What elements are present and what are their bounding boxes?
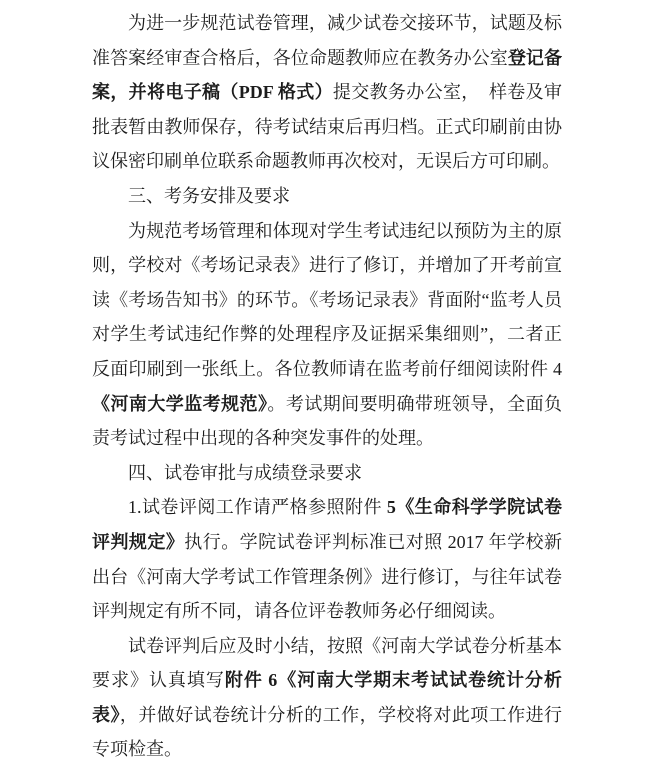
bold-text-run: 附件 6《河南大学期末考试试卷统计分析表》 <box>92 670 562 725</box>
paragraph-paper-analysis <box>92 629 562 767</box>
text-run: 提交教务办公室， 样卷及审批表暂由教师保存，待考试结束后再归档。正式印刷前由协议保密印刷单位联系命题教师再次校对，无误后方可印刷。 <box>92 82 562 172</box>
bold-text-run: 《河南大学监考规范》 <box>92 393 268 414</box>
text-run: ，并做好试卷统计分析的工作，学校将对此项工作进行专项检查。 <box>92 704 563 760</box>
heading-section-four <box>92 456 562 491</box>
paragraph-grading-standard <box>92 490 562 628</box>
text-run: 为进一步规范试卷管理，减少试卷交接环节，试题及标准答案经审查合格后，各位命题教师应在教务办公室 <box>92 13 562 68</box>
text-run: 为规范考场管理和体现对学生考试违纪以预防为主的原则，学校对《考场记录表》进行了修订，并增加了开考前宣读《考场告知书》的环节。《考场记录表》背面附“监考人员对学生考试违纪作弊的处理程序及证据采集细则”，二者正反面印刷到一张纸上。各位教师请在监考前仔细阅读附件 4 <box>92 220 562 379</box>
text-run: 1.试卷评阅工作请严格参照附件 <box>128 497 387 518</box>
document-body <box>92 6 562 767</box>
paragraph-exam-paper-registration <box>92 6 562 179</box>
text-run: 三、考务安排及要求 <box>128 185 290 206</box>
text-run: 。考试期间要明确带班领导，全面负责考试过程中出现的各种突发事件的处理。 <box>92 393 563 449</box>
text-run: 试卷评判后应及时小结，按照《河南大学试卷分析基本要求》认真填写 <box>92 635 562 691</box>
paragraph-exam-room-management <box>92 214 562 456</box>
bold-text-run: 登记备案，并将电子稿（PDF 格式） <box>92 47 563 103</box>
bold-text-run: 5《生命科学学院试卷评判规定》 <box>92 497 562 552</box>
heading-section-three <box>92 179 562 214</box>
text-run: 执行。学院试卷评判标准已对照 2017 年学校新出台《河南大学考试工作管理条例》进行修订，与往年试卷评判规定有所不同，请各位评卷教师务必仔细阅读。 <box>92 531 563 622</box>
text-run: 四、试卷审批与成绩登录要求 <box>128 462 362 483</box>
